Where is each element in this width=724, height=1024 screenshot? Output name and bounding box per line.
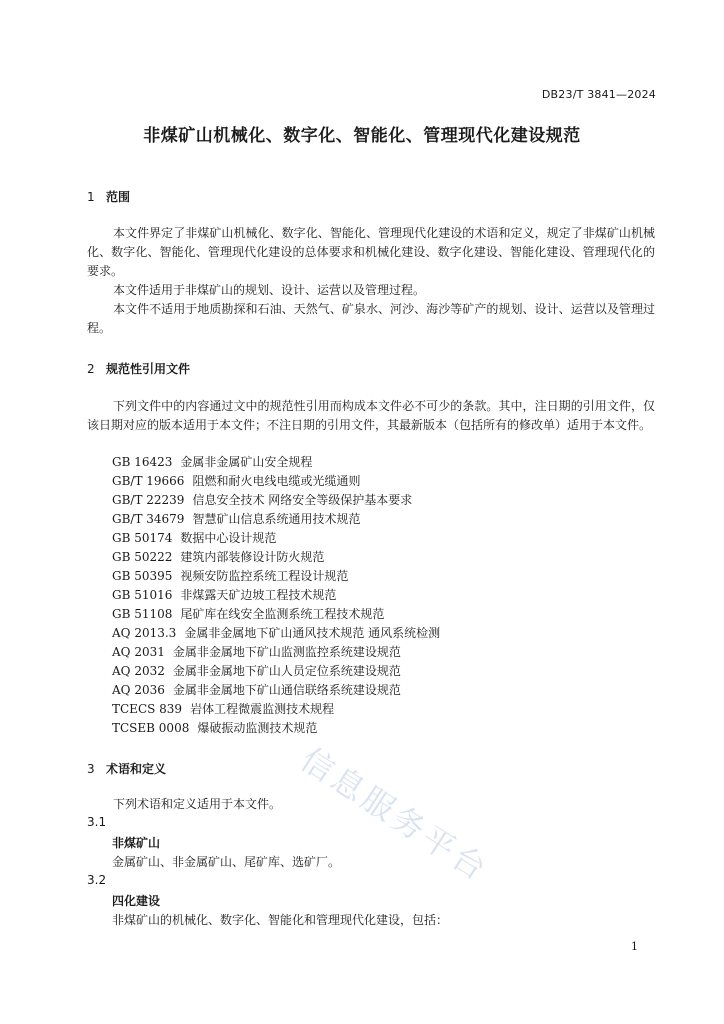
reference-name: 金属非金属地下矿山监测监控系统建设规范: [172, 645, 401, 659]
reference-name: 数据中心设计规范: [180, 531, 277, 545]
reference-code: GB 51108: [112, 607, 173, 621]
reference-item: [112, 472, 360, 490]
reference-name: 金属非金属地下矿山通风技术规范 通风系统检测: [184, 626, 441, 640]
section-heading-terms: [87, 760, 166, 777]
document-number: DB23/T 3841—2024: [541, 88, 656, 101]
section-heading-normative-references: [87, 360, 190, 377]
reference-code: AQ 2036: [112, 683, 165, 697]
term-name: 四化建设: [112, 894, 161, 908]
page-title: 非煤矿山机械化、数字化、智能化、管理现代化建设规范: [143, 126, 581, 146]
reference-item: [112, 586, 336, 604]
reference-name: 爆破振动监测技术规范: [197, 721, 318, 735]
reference-name: 智慧矿山信息系统通用技术规范: [192, 512, 361, 526]
reference-code: GB/T 34679: [112, 512, 185, 526]
reference-name: 金属非金属地下矿山通信联络系统建设规范: [172, 683, 401, 697]
reference-name: 信息安全技术 网络安全等级保护基本要求: [192, 493, 413, 507]
reference-item: [112, 491, 412, 509]
terms-intro: 下列术语和定义适用于本文件。: [113, 797, 282, 811]
reference-code: GB 16423: [112, 455, 173, 469]
reference-item: [112, 529, 276, 547]
reference-name: 尾矿库在线安全监测系统工程技术规范: [180, 607, 385, 621]
reference-item: [112, 681, 401, 699]
reference-item: [112, 643, 401, 661]
section-heading-scope: [87, 188, 130, 205]
page-number: 1: [631, 940, 638, 953]
section-number: 2: [87, 362, 95, 376]
watermark: 信息服务平台: [294, 740, 496, 890]
scope-paragraph-2: 本文件适用于非煤矿山的规划、设计、运营以及管理过程。: [113, 283, 426, 297]
reference-code: AQ 2031: [112, 645, 165, 659]
term-number: 3.1: [87, 815, 107, 829]
term-definition: 金属矿山、非金属矿山、尾矿库、选矿厂。: [112, 855, 341, 869]
scope-paragraph-3: 本文件不适用于地质勘探和石油、天然气、矿泉水、河沙、海沙等矿产的规划、设计、运营以及管理过程。: [87, 302, 655, 335]
reference-code: GB 50222: [112, 550, 173, 564]
reference-code: TCECS 839: [112, 702, 183, 716]
reference-name: 阻燃和耐火电线电缆或光缆通则: [192, 474, 361, 488]
references-intro: 下列文件中的内容通过文中的规范性引用而构成本文件必不可少的条款。其中，注日期的引用文件，仅该日期对应的版本适用于本文件；不注日期的引用文件，其最新版本（包括所有的修改单）适用于本文件。: [87, 399, 655, 432]
reference-code: AQ 2032: [112, 664, 165, 678]
reference-name: 非煤露天矿边坡工程技术规范: [180, 588, 337, 602]
reference-code: GB 51016: [112, 588, 173, 602]
reference-name: 建筑内部装修设计防火规范: [180, 550, 325, 564]
reference-code: GB/T 22239: [112, 493, 185, 507]
reference-code: GB/T 19666: [112, 474, 185, 488]
term-number: 3.2: [87, 873, 107, 887]
reference-code: TCSEB 0008: [112, 721, 190, 735]
term-definition: 非煤矿山的机械化、数字化、智能化和管理现代化建设，包括：: [112, 913, 449, 927]
section-number: 3: [87, 762, 95, 776]
section-title: 范围: [106, 190, 131, 204]
scope-paragraph-1: 本文件界定了非煤矿山机械化、数字化、智能化、管理现代化建设的术语和定义，规定了非煤矿山机械化、数字化、智能化、管理现代化建设的总体要求和机械化建设、数字化建设、智能化建设、管理现代化的要求。: [87, 226, 655, 278]
reference-item: [112, 548, 324, 566]
reference-item: [112, 624, 440, 642]
reference-item: [112, 700, 334, 718]
reference-item: [112, 567, 348, 585]
section-number: 1: [87, 190, 95, 204]
section-title: 规范性引用文件: [106, 362, 191, 376]
term-name: 非煤矿山: [112, 836, 161, 850]
reference-item: [112, 719, 317, 737]
reference-item: [112, 510, 360, 528]
reference-name: 金属非金属矿山安全规程: [180, 455, 313, 469]
reference-code: GB 50174: [112, 531, 173, 545]
reference-name: 岩体工程微震监测技术规程: [190, 702, 335, 716]
reference-code: AQ 2013.3: [112, 626, 177, 640]
reference-name: 金属非金属地下矿山人员定位系统建设规范: [172, 664, 401, 678]
reference-code: GB 50395: [112, 569, 173, 583]
reference-item: [112, 605, 384, 623]
reference-name: 视频安防监控系统工程设计规范: [180, 569, 349, 583]
reference-item: [112, 453, 312, 471]
section-title: 术语和定义: [106, 762, 167, 776]
reference-item: [112, 662, 401, 680]
